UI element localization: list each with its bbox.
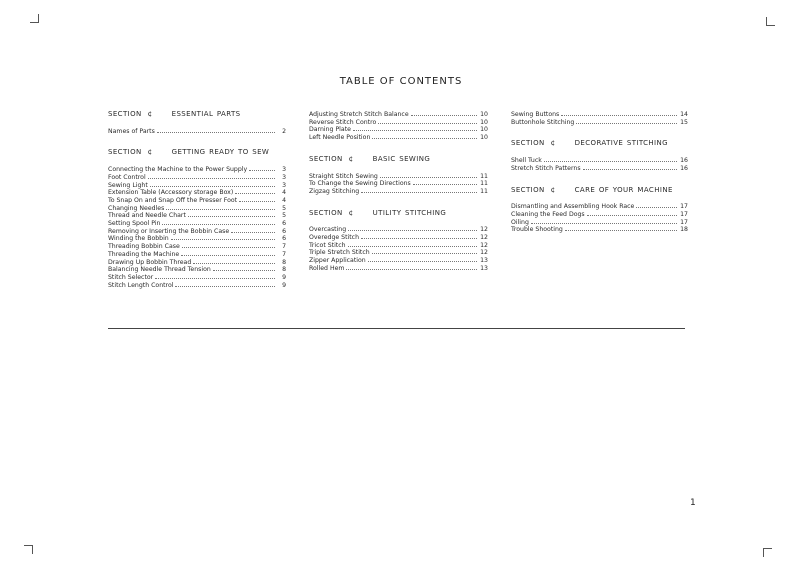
toc-entry-page: 10 [480, 126, 488, 134]
section-number: ¢ [147, 110, 153, 118]
toc-entry-page: 3 [282, 166, 286, 174]
toc-entry-title: To Snap On and Snap Off the Presser Foot [108, 196, 238, 204]
dot-leader [171, 239, 275, 240]
toc-entry-title: Overedge Stitch [309, 234, 360, 242]
toc-entry [511, 111, 688, 119]
toc-entry-list [309, 111, 488, 142]
toc-column-3 [511, 111, 688, 234]
toc-entry-page: 15 [680, 118, 688, 126]
section-heading [309, 210, 488, 218]
toc-entry [108, 259, 286, 267]
dot-leader [181, 255, 275, 256]
toc-entry [108, 189, 286, 197]
dot-leader [188, 216, 275, 217]
dot-leader [583, 169, 677, 170]
toc-entry-page: 11 [480, 172, 488, 180]
crop-mark-top-right [766, 17, 775, 26]
dot-leader [348, 230, 477, 231]
toc-entry-title: Sewing Buttons [511, 111, 560, 118]
toc-entry-title: Sewing Light [108, 181, 148, 189]
toc-entry-page: 8 [282, 258, 286, 266]
section-label: SECTION [108, 110, 142, 118]
dot-leader [353, 130, 477, 131]
crop-mark-top-left [30, 14, 39, 23]
dot-leader [565, 230, 677, 231]
dot-leader [150, 186, 275, 187]
toc-entry-title: Straight Stitch Sewing [309, 172, 378, 180]
toc-entry-page: 17 [680, 218, 688, 226]
toc-entry [108, 243, 286, 251]
toc-entry-page: 8 [282, 266, 286, 274]
dot-leader [411, 115, 477, 116]
dot-leader [346, 269, 477, 270]
crop-mark-bottom-right [763, 548, 772, 557]
section-name: BASIC SEWING [372, 154, 431, 163]
toc-entry [108, 197, 286, 205]
toc-entry-page: 13 [480, 264, 488, 272]
section-label: SECTION [511, 139, 545, 148]
toc-entry-list [511, 203, 688, 234]
toc-entry-page: 11 [480, 180, 488, 188]
section-heading [511, 140, 688, 148]
section-name: ESSENTIAL PARTS [171, 110, 241, 118]
dot-leader [249, 170, 275, 171]
dot-leader [235, 193, 275, 194]
section-label: SECTION [108, 148, 142, 157]
toc-entry-title: Dismantling and Assembling Hook Race [511, 203, 635, 211]
toc-entry-title: Threading Bobbin Case [108, 243, 180, 251]
toc-entry [511, 203, 688, 211]
toc-entry-title: Extension Table (Accessory storage Box) [108, 189, 234, 197]
toc-entry [108, 266, 286, 274]
toc-entry-title: Triple Stretch Stitch [309, 249, 370, 257]
toc-entry [108, 166, 286, 174]
dot-leader [531, 223, 677, 224]
dot-leader [175, 286, 275, 287]
toc-entry-page: 12 [480, 234, 488, 242]
toc-entry [309, 180, 488, 188]
dot-leader [166, 209, 275, 210]
toc-entry-title: Buttonhole Stitching [511, 118, 575, 126]
toc-entry-title: Tricot Stitch [309, 241, 346, 249]
toc-entry-page: 11 [480, 187, 488, 195]
dot-leader [544, 161, 677, 162]
toc-entry-page: 3 [282, 181, 286, 189]
section-heading [309, 156, 488, 164]
section-heading [511, 187, 688, 195]
section-heading [108, 111, 286, 119]
toc-entry [108, 128, 286, 136]
toc-entry-page: 16 [680, 157, 688, 165]
dot-leader [380, 177, 477, 178]
section-name: UTILITY STITCHING [372, 208, 447, 217]
toc-entry-title: Left Needle Position [309, 134, 371, 142]
dot-leader [193, 263, 275, 264]
toc-entry-page: 6 [282, 220, 286, 228]
toc-entry-page: 7 [282, 243, 286, 251]
dot-leader [372, 253, 477, 254]
toc-entry [108, 205, 286, 213]
toc-entry [511, 219, 688, 227]
toc-entry-title: Stitch Length Control [108, 281, 174, 289]
toc-entry-title: Oiling [511, 218, 529, 226]
crop-mark-bottom-left [24, 545, 33, 554]
toc-entry [309, 226, 488, 234]
dot-leader [213, 270, 275, 271]
toc-entry-page: 5 [282, 212, 286, 220]
page-number: 1 [690, 498, 696, 508]
toc-entry-title: To Change the Sewing Directions [309, 180, 411, 188]
toc-entry-title: Changing Needles [108, 204, 165, 212]
section-number: ¢ [550, 185, 556, 194]
toc-entry-title: Threading the Machine [108, 250, 180, 258]
toc-entry-list [108, 128, 286, 136]
dot-leader [155, 278, 275, 279]
toc-entry-title: Foot Control [108, 173, 146, 181]
toc-entry [511, 165, 688, 173]
section-name: CARE OF YOUR MACHINE [574, 185, 673, 194]
toc-entry-title: Stitch Selector [108, 273, 154, 281]
toc-entry [309, 111, 488, 119]
toc-entry-page: 4 [282, 189, 286, 197]
toc-entry-title: Winding the Bobbin [108, 235, 169, 243]
section-label: SECTION [511, 185, 545, 194]
toc-entry-page: 12 [480, 249, 488, 257]
section-number: ¢ [550, 139, 556, 148]
toc-entry-title: Rolled Hem [309, 264, 345, 272]
toc-entry-page: 3 [282, 173, 286, 181]
toc-entry-page: 13 [480, 257, 488, 265]
dot-leader [239, 201, 275, 202]
dot-leader [372, 138, 477, 139]
dot-leader [636, 207, 677, 208]
section-number: ¢ [348, 154, 354, 163]
toc-entry-title: Stretch Stitch Patterns [511, 164, 581, 172]
toc-entry [108, 282, 286, 290]
toc-entry-page: 5 [282, 204, 286, 212]
toc-entry-page: 10 [480, 134, 488, 142]
dot-leader [361, 192, 477, 193]
dot-leader [148, 178, 275, 179]
toc-entry-page: 17 [680, 210, 688, 218]
toc-entry-title: Zipper Application [309, 257, 366, 265]
toc-entry [309, 257, 488, 265]
toc-entry [108, 174, 286, 182]
section-number: ¢ [348, 208, 354, 217]
toc-entry-page: 9 [282, 273, 286, 281]
toc-entry [108, 228, 286, 236]
toc-entry-list [511, 111, 688, 126]
dot-leader [587, 215, 677, 216]
toc-entry-title: Balancing Needle Thread Tension [108, 266, 211, 274]
toc-entry-title: Reverse Stitch Contro [309, 118, 377, 126]
toc-entry-page: 12 [480, 226, 488, 234]
toc-entry-page: 2 [282, 127, 286, 135]
toc-entry-title: Adjusting Stretch Stitch Balance [309, 111, 409, 118]
toc-entry [511, 211, 688, 219]
toc-entry [309, 188, 488, 196]
section-name: GETTING READY TO SEW [171, 148, 270, 157]
section-number: ¢ [147, 148, 153, 157]
dot-leader [561, 115, 677, 116]
toc-entry [108, 212, 286, 220]
toc-entry-page: 6 [282, 235, 286, 243]
toc-entry-title: Names of Parts [108, 127, 155, 135]
toc-entry-page: 14 [680, 111, 688, 118]
toc-entry [511, 157, 688, 165]
toc-entry-page: 12 [480, 241, 488, 249]
toc-entry [108, 274, 286, 282]
toc-entry [108, 251, 286, 259]
dot-leader [348, 246, 477, 247]
dot-leader [378, 123, 477, 124]
bottom-rule [108, 328, 685, 329]
toc-entry [511, 226, 688, 234]
toc-entry-title: Zigzag Stitching [309, 187, 360, 195]
toc-entry [108, 220, 286, 228]
toc-entry-page: 6 [282, 227, 286, 235]
toc-entry-page: 4 [282, 196, 286, 204]
toc-entry [309, 234, 488, 242]
toc-column-1 [108, 111, 286, 289]
toc-entry-list [511, 157, 688, 172]
toc-entry-title: Thread and Needle Chart [108, 212, 186, 220]
toc-entry-title: Connecting the Machine to the Power Supply [108, 166, 248, 174]
toc-entry-title: Removing or Inserting the Bobbin Case [108, 227, 230, 235]
toc-entry-title: Darning Plate [309, 126, 351, 134]
toc-entry [309, 119, 488, 127]
toc-entry-page: 17 [680, 203, 688, 211]
toc-entry [108, 235, 286, 243]
section-label: SECTION [309, 208, 343, 217]
dot-leader [576, 123, 677, 124]
section-heading [108, 149, 286, 157]
toc-entry [309, 126, 488, 134]
dot-leader [162, 224, 275, 225]
toc-entry-title: Trouble Shooting [511, 226, 563, 234]
toc-entry-list [108, 166, 286, 289]
toc-entry-page: 18 [680, 226, 688, 234]
toc-entry-list [309, 173, 488, 196]
dot-leader [231, 232, 275, 233]
toc-entry-list [309, 226, 488, 272]
dot-leader [157, 132, 275, 133]
toc-entry-title: Setting Spool Pin [108, 220, 161, 228]
page-title: TABLE OF CONTENTS [339, 76, 463, 87]
toc-entry-page: 16 [680, 164, 688, 172]
toc-column-2 [309, 111, 488, 273]
dot-leader [368, 261, 477, 262]
toc-entry [309, 265, 488, 273]
section-label: SECTION [309, 154, 343, 163]
toc-entry-page: 10 [480, 111, 488, 118]
toc-entry-title: Overcasting [309, 226, 347, 234]
toc-entry [309, 173, 488, 181]
toc-entry [309, 249, 488, 257]
dot-leader [361, 238, 477, 239]
toc-entry-page: 9 [282, 281, 286, 289]
toc-entry-page: 7 [282, 250, 286, 258]
dot-leader [182, 247, 275, 248]
toc-entry [108, 182, 286, 190]
toc-entry-title: Drawing Up Bobbin Thread [108, 258, 192, 266]
toc-entry [511, 119, 688, 127]
toc-entry [309, 134, 488, 142]
toc-entry-page: 10 [480, 118, 488, 126]
toc-entry-title: Shell Tuck [511, 157, 542, 165]
toc-entry-title: Cleaning the Feed Dogs [511, 210, 585, 218]
section-name: DECORATIVE STITCHING [574, 139, 668, 148]
dot-leader [413, 184, 477, 185]
toc-entry [309, 242, 488, 250]
